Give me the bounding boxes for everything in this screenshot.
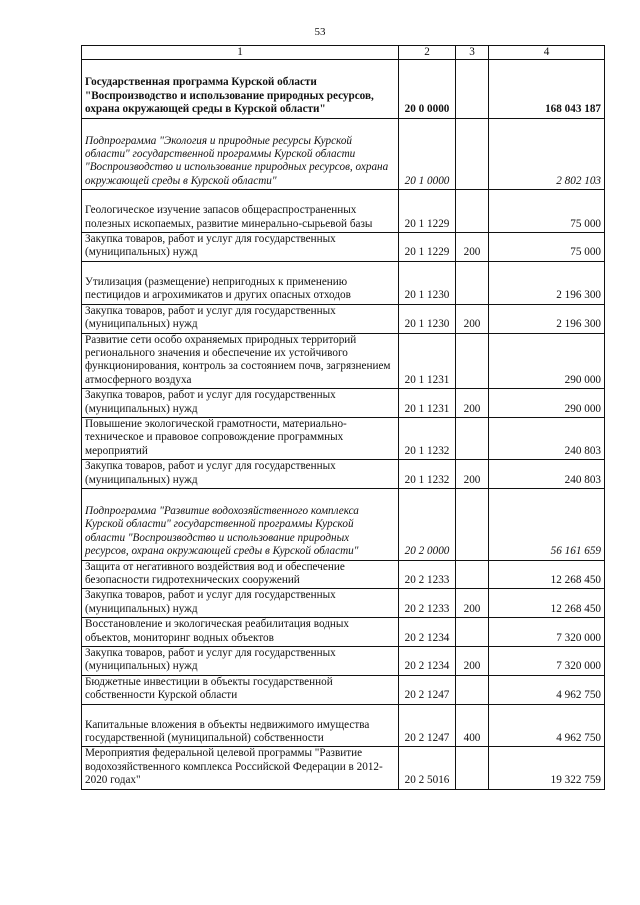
table-row	[82, 389, 605, 418]
row-target-code: 20 2 1247	[399, 675, 456, 704]
table-row	[82, 488, 605, 560]
row-expense-type	[456, 333, 489, 389]
row-target-code: 20 1 1231	[399, 389, 456, 418]
row-description: Закупка товаров, работ и услуг для государственных (муниципальных) нужд	[82, 304, 399, 333]
row-amount: 7 320 000	[489, 618, 605, 647]
row-description: Капитальные вложения в объекты недвижимого имущества государственной (муниципальной) собственности	[82, 704, 399, 747]
row-expense-type	[456, 560, 489, 589]
row-target-code: 20 1 1231	[399, 333, 456, 389]
row-description: Восстановление и экологическая реабилитация водных объектов, мониторинг водных объектов	[82, 618, 399, 647]
table-row	[82, 747, 605, 789]
row-amount: 12 268 450	[489, 560, 605, 589]
row-description: Закупка товаров, работ и услуг для государственных (муниципальных) нужд	[82, 460, 399, 489]
row-target-code: 20 2 1234	[399, 647, 456, 676]
row-target-code: 20 2 5016	[399, 747, 456, 789]
row-description: Развитие сети особо охраняемых природных территорий регионального значения и обеспечение их устойчивого функционирования, контроль за состоянием почв, загрязнением атмосферного воздуха	[82, 333, 399, 389]
row-expense-type: 200	[456, 460, 489, 489]
table-row	[82, 417, 605, 459]
row-description: Повышение экологической грамотности, материально-техническое и правовое сопровождение программных мероприятий	[82, 417, 399, 459]
row-amount: 12 268 450	[489, 589, 605, 618]
row-target-code: 20 1 1230	[399, 304, 456, 333]
table-body	[82, 46, 605, 790]
row-target-code: 20 1 1230	[399, 261, 456, 304]
column-number-code: 2	[399, 46, 456, 60]
row-amount: 2 196 300	[489, 304, 605, 333]
column-number-expense-type: 3	[456, 46, 489, 60]
table-row	[82, 60, 605, 118]
row-amount: 4 962 750	[489, 675, 605, 704]
table-row	[82, 560, 605, 589]
row-amount: 168 043 187	[489, 60, 605, 118]
row-description: Геологическое изучение запасов общераспространенных полезных ископаемых, развитие минерально-сырьевой базы	[82, 190, 399, 233]
row-expense-type	[456, 118, 489, 190]
row-expense-type	[456, 618, 489, 647]
row-target-code: 20 1 1232	[399, 417, 456, 459]
row-target-code: 20 2 1247	[399, 704, 456, 747]
budget-table	[81, 45, 605, 790]
row-expense-type	[456, 747, 489, 789]
table-row	[82, 118, 605, 190]
table-row	[82, 333, 605, 389]
row-expense-type: 200	[456, 589, 489, 618]
row-amount: 240 803	[489, 417, 605, 459]
row-amount: 56 161 659	[489, 488, 605, 560]
table-row	[82, 589, 605, 618]
row-amount: 2 196 300	[489, 261, 605, 304]
table-row	[82, 675, 605, 704]
row-amount: 4 962 750	[489, 704, 605, 747]
row-amount: 75 000	[489, 190, 605, 233]
row-expense-type: 200	[456, 233, 489, 262]
row-description: Закупка товаров, работ и услуг для государственных (муниципальных) нужд	[82, 389, 399, 418]
row-target-code: 20 1 1229	[399, 190, 456, 233]
row-target-code: 20 2 1233	[399, 589, 456, 618]
row-target-code: 20 1 1232	[399, 460, 456, 489]
row-expense-type	[456, 675, 489, 704]
row-amount: 2 802 103	[489, 118, 605, 190]
row-description: Мероприятия федеральной целевой программы "Развитие водохозяйственного комплекса Российской Федерации в 2012-2020 годах"	[82, 747, 399, 789]
row-target-code: 20 1 1229	[399, 233, 456, 262]
row-target-code: 20 0 0000	[399, 60, 456, 118]
table-row	[82, 647, 605, 676]
table-row	[82, 190, 605, 233]
row-expense-type	[456, 261, 489, 304]
row-expense-type	[456, 190, 489, 233]
column-number-row	[82, 46, 605, 60]
table-row	[82, 233, 605, 262]
row-amount: 75 000	[489, 233, 605, 262]
column-number-description: 1	[82, 46, 399, 60]
row-description: Подпрограмма "Экология и природные ресурсы Курской области" государственной программы Курской области "Воспроизводство и использование природных ресурсов, охрана окружающей среды в Курской области"	[82, 118, 399, 190]
row-target-code: 20 2 1234	[399, 618, 456, 647]
row-expense-type: 400	[456, 704, 489, 747]
row-target-code: 20 1 0000	[399, 118, 456, 190]
row-amount: 240 803	[489, 460, 605, 489]
row-target-code: 20 2 1233	[399, 560, 456, 589]
row-description: Закупка товаров, работ и услуг для государственных (муниципальных) нужд	[82, 589, 399, 618]
row-description: Закупка товаров, работ и услуг для государственных (муниципальных) нужд	[82, 647, 399, 676]
row-expense-type: 200	[456, 304, 489, 333]
table-row	[82, 460, 605, 489]
row-amount: 7 320 000	[489, 647, 605, 676]
row-amount: 290 000	[489, 333, 605, 389]
row-description: Подпрограмма "Развитие водохозяйственного комплекса Курской области" государственной программы Курской области "Воспроизводство и использование природных ресурсов, охрана окружающей среды в Курской области"	[82, 488, 399, 560]
table-row	[82, 704, 605, 747]
row-description: Бюджетные инвестиции в объекты государственной собственности Курской области	[82, 675, 399, 704]
row-expense-type: 200	[456, 389, 489, 418]
table-row	[82, 304, 605, 333]
row-description: Защита от негативного воздействия вод и обеспечение безопасности гидротехнических сооружений	[82, 560, 399, 589]
row-expense-type: 200	[456, 647, 489, 676]
row-expense-type	[456, 417, 489, 459]
row-amount: 290 000	[489, 389, 605, 418]
table-row	[82, 261, 605, 304]
row-expense-type	[456, 60, 489, 118]
row-amount: 19 322 759	[489, 747, 605, 789]
row-expense-type	[456, 488, 489, 560]
column-number-amount: 4	[489, 46, 605, 60]
row-description: Закупка товаров, работ и услуг для государственных (муниципальных) нужд	[82, 233, 399, 262]
row-description: Государственная программа Курской области "Воспроизводство и использование природных ресурсов, охрана окружающей среды в Курской области"	[82, 60, 399, 118]
row-description: Утилизация (размещение) непригодных к применению пестицидов и агрохимикатов и других опасных отходов	[82, 261, 399, 304]
row-target-code: 20 2 0000	[399, 488, 456, 560]
page-number: 53	[314, 26, 326, 38]
table-row	[82, 618, 605, 647]
